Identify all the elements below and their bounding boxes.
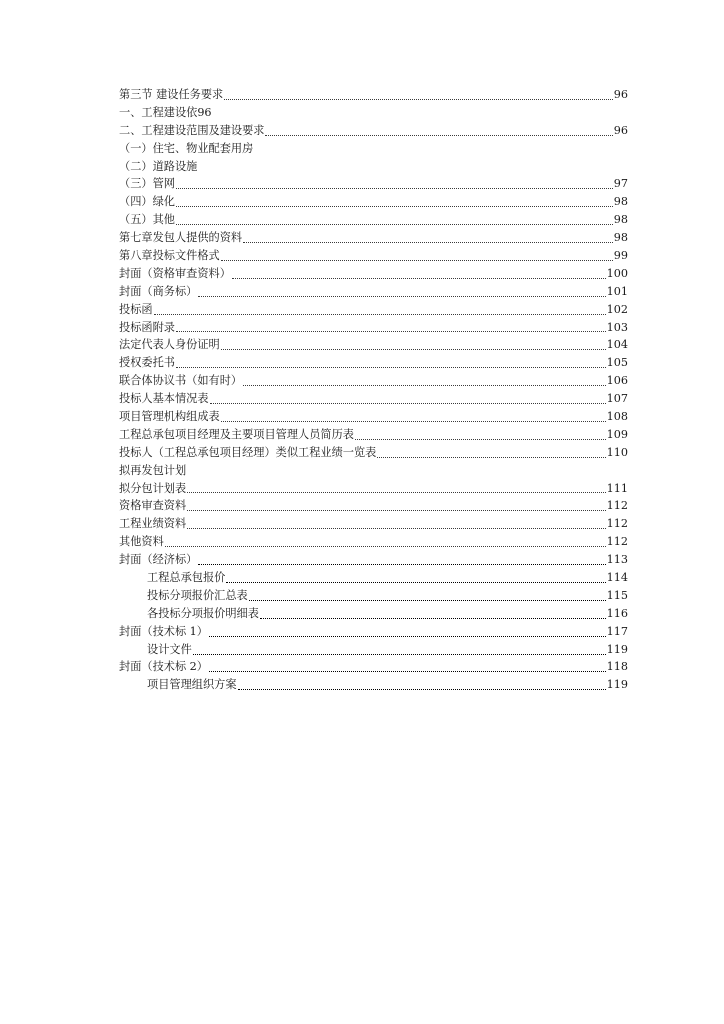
toc-entry-page-number: 100 [606, 266, 628, 280]
toc-entry-title: 联合体协议书（如有时） [119, 374, 243, 388]
toc-entry-page-number: 110 [606, 445, 628, 459]
toc-entry[interactable] [119, 301, 628, 319]
toc-entry[interactable] [119, 140, 628, 158]
toc-entry-page-number: 101 [606, 284, 628, 298]
toc-dot-leader [224, 99, 613, 100]
toc-entry-title: 拟分包计划表 [119, 481, 187, 495]
toc-entry-title: 投标函附录 [119, 320, 175, 334]
toc-entry-page-number: 113 [606, 553, 628, 567]
toc-entry-page-number: 109 [606, 427, 628, 441]
toc-entry-page-number: 116 [606, 606, 628, 620]
toc-entry-title: 拟再发包计划 [119, 463, 187, 477]
toc-dot-leader [210, 403, 606, 404]
toc-dot-leader [198, 296, 605, 297]
toc-entry-page-number: 103 [606, 320, 628, 334]
toc-dot-leader [176, 188, 613, 189]
toc-entry[interactable] [119, 462, 628, 480]
toc-entry-title: 封面（资格审查资料） [119, 266, 231, 280]
toc-entry-title: 其他资料 [119, 535, 164, 549]
toc-entry-title: 法定代表人身份证明 [119, 338, 220, 352]
toc-entry-page-number: 98 [613, 213, 628, 227]
table-of-contents [119, 86, 628, 694]
toc-entry[interactable] [119, 426, 628, 444]
toc-entry[interactable] [119, 497, 628, 515]
toc-entry-title: 设计文件 [147, 642, 192, 656]
toc-entry-page-number: 104 [606, 338, 628, 352]
toc-dot-leader [355, 439, 606, 440]
toc-entry-title: 投标函 [119, 302, 153, 316]
toc-entry[interactable] [119, 247, 628, 265]
toc-dot-leader [154, 314, 606, 315]
toc-dot-leader [265, 135, 612, 136]
toc-entry[interactable] [119, 659, 628, 677]
toc-entry[interactable] [119, 587, 628, 605]
toc-entry[interactable] [119, 122, 628, 140]
toc-entry[interactable] [119, 641, 628, 659]
toc-entry-page-number: 119 [606, 678, 628, 692]
toc-entry[interactable] [119, 104, 628, 122]
toc-entry[interactable] [119, 408, 628, 426]
toc-entry-title: 二、工程建设范围及建设要求 [119, 123, 265, 137]
toc-entry-title: 投标分项报价汇总表 [147, 588, 248, 602]
toc-entry-title: 工程业绩资料 [119, 517, 187, 531]
toc-dot-leader [260, 618, 606, 619]
toc-entry-title: 第八章投标文件格式 [119, 249, 220, 262]
toc-dot-leader [176, 206, 613, 207]
toc-dot-leader [221, 260, 613, 261]
toc-entry-page-number: 112 [606, 517, 628, 531]
toc-entry-title: 工程总承包项目经理及主要项目管理人员简历表 [119, 427, 354, 441]
toc-entry-page-number: 106 [606, 374, 628, 388]
toc-entry[interactable] [119, 390, 628, 408]
toc-entry-page-number: 98 [613, 231, 628, 245]
toc-dot-leader [232, 278, 606, 279]
toc-entry-page-number: 96 [613, 87, 628, 101]
toc-entry[interactable] [119, 676, 628, 694]
toc-entry-title: 封面（经济标） [119, 553, 198, 567]
toc-entry[interactable] [119, 372, 628, 390]
toc-entry[interactable] [119, 623, 628, 641]
toc-dot-leader [165, 546, 606, 547]
toc-entry[interactable] [119, 515, 628, 533]
toc-dot-leader [176, 331, 606, 332]
toc-dot-leader [238, 689, 606, 690]
toc-entry[interactable] [119, 211, 628, 229]
toc-entry[interactable] [119, 283, 628, 301]
toc-dot-leader [249, 600, 606, 601]
toc-entry-title: 一、工程建设依96 [119, 105, 212, 119]
toc-entry[interactable] [119, 533, 628, 551]
toc-dot-leader [209, 636, 606, 637]
toc-entry-title: 封面（技术标 2） [119, 660, 208, 674]
toc-entry-title: 项目管理机构组成表 [119, 410, 220, 424]
toc-entry-title: 投标人（工程总承包项目经理）类似工程业绩一览表 [119, 445, 377, 459]
toc-entry-page-number: 114 [606, 571, 628, 585]
toc-entry-title: （三）管网 [119, 177, 175, 191]
toc-entry[interactable] [119, 265, 628, 283]
toc-dot-leader [187, 492, 606, 493]
toc-entry-title: 第三节 建设任务要求 [119, 87, 224, 101]
toc-entry-title: 项目管理组织方案 [147, 678, 237, 692]
toc-entry[interactable] [119, 569, 628, 587]
toc-entry-title: 授权委托书 [119, 356, 175, 370]
toc-dot-leader [377, 457, 605, 458]
toc-entry[interactable] [119, 193, 628, 211]
toc-dot-leader [221, 421, 606, 422]
toc-entry-page-number: 102 [606, 302, 628, 316]
toc-dot-leader [198, 564, 605, 565]
toc-entry-page-number: 112 [606, 535, 628, 549]
toc-entry-title: （一）住宅、物业配套用房 [119, 141, 254, 155]
toc-entry[interactable] [119, 319, 628, 337]
toc-dot-leader [176, 224, 613, 225]
toc-dot-leader [193, 654, 606, 655]
toc-entry-title: 工程总承包报价 [147, 571, 226, 585]
toc-entry-title: 资格审查资料 [119, 499, 187, 513]
toc-dot-leader [226, 582, 605, 583]
toc-dot-leader [243, 385, 606, 386]
toc-entry[interactable] [119, 336, 628, 354]
toc-entry-page-number: 117 [606, 624, 628, 638]
toc-entry-title: （五）其他 [119, 213, 175, 227]
toc-entry-title: （二）道路设施 [119, 159, 198, 173]
toc-entry-title: （四）绿化 [119, 195, 175, 209]
toc-entry-title: 投标人基本情况表 [119, 392, 209, 406]
toc-entry[interactable] [119, 354, 628, 372]
toc-entry-page-number: 98 [613, 195, 628, 209]
toc-entry[interactable] [119, 480, 628, 498]
toc-entry-page-number: 118 [606, 660, 628, 674]
toc-entry-title: 封面（商务标） [119, 284, 198, 298]
toc-entry-page-number: 105 [606, 356, 628, 370]
toc-dot-leader [176, 367, 606, 368]
toc-entry-title: 封面（技术标 1） [119, 624, 208, 638]
toc-entry-page-number: 99 [613, 249, 628, 262]
toc-dot-leader [187, 528, 606, 529]
toc-entry[interactable] [119, 86, 628, 104]
toc-entry[interactable] [119, 175, 628, 193]
toc-entry[interactable] [119, 158, 628, 176]
toc-entry[interactable] [119, 444, 628, 462]
toc-entry-page-number: 108 [606, 410, 628, 424]
toc-entry[interactable] [119, 605, 628, 623]
toc-entry-page-number: 97 [613, 177, 628, 191]
toc-dot-leader [187, 510, 606, 511]
toc-entry[interactable] [119, 551, 628, 569]
toc-dot-leader [209, 671, 606, 672]
toc-dot-leader [221, 349, 606, 350]
toc-entry-page-number: 107 [606, 392, 628, 406]
toc-dot-leader [243, 242, 613, 243]
toc-entry[interactable] [119, 229, 628, 247]
toc-entry-title: 各投标分项报价明细表 [147, 606, 259, 620]
toc-entry-page-number: 119 [606, 642, 628, 656]
toc-entry-page-number: 111 [606, 481, 628, 495]
toc-entry-page-number: 96 [613, 123, 628, 137]
toc-entry-title: 第七章发包人提供的资料 [119, 231, 243, 245]
toc-entry-page-number: 115 [606, 588, 628, 602]
toc-entry-page-number: 112 [606, 499, 628, 513]
